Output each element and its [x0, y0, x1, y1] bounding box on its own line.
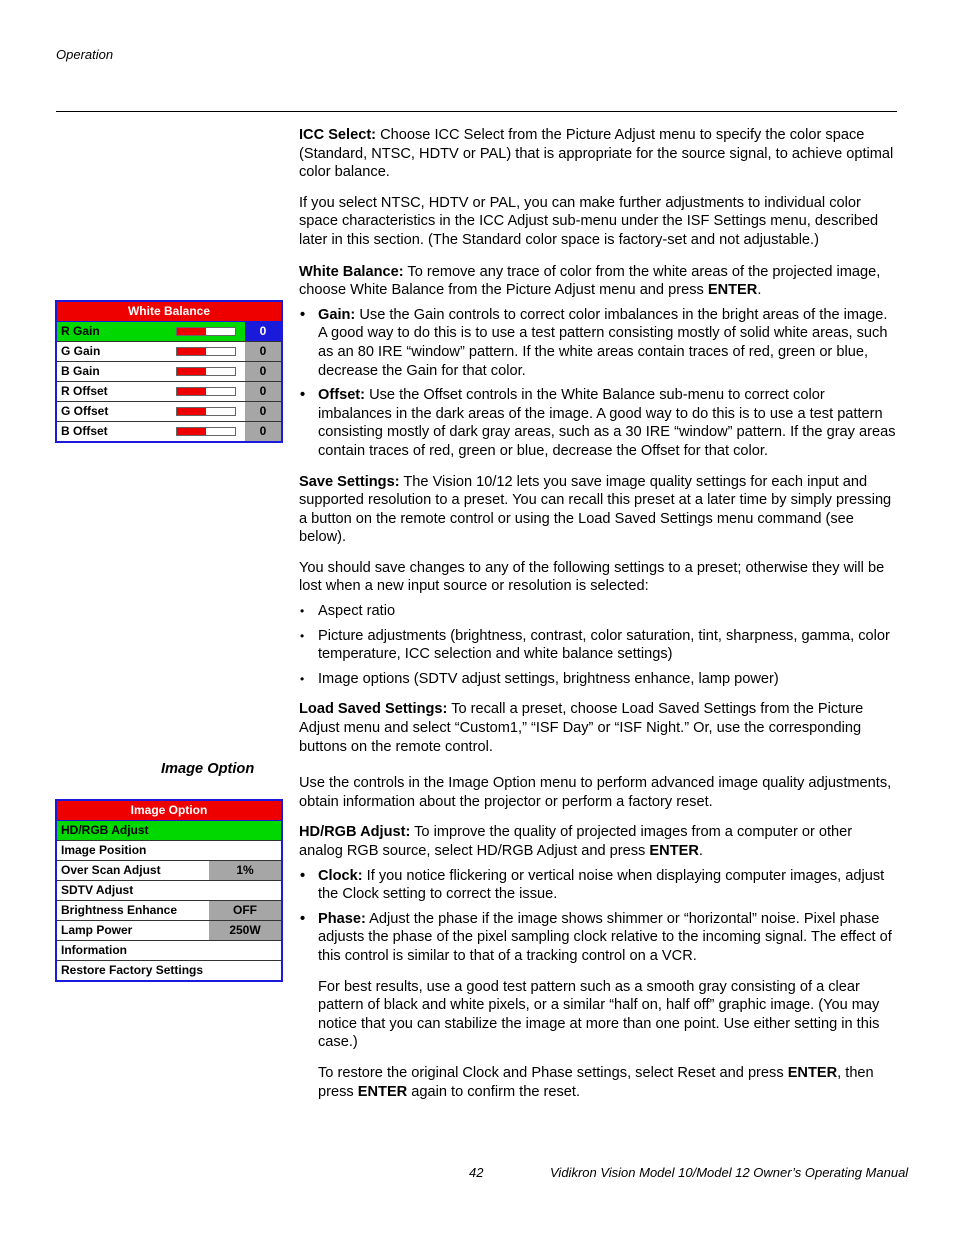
term: ICC Select:: [299, 127, 377, 143]
menu-row-g-offset[interactable]: [57, 402, 281, 422]
level-slider[interactable]: [176, 387, 236, 396]
menu-row-g-gain[interactable]: [57, 342, 281, 362]
menu-row-over-scan-adjust[interactable]: [57, 861, 281, 881]
menu-row-label: R Gain: [61, 324, 100, 338]
image-option-intro: Use the controls in the Image Option menu to perform advanced image quality adjustments, obtain information about the projector or perform a factory reset.: [299, 775, 892, 810]
list-item: • Picture adjustments (brightness, contrast, color saturation, tint, sharpness, gamma, color temperature, ICC selection and white balance settings): [299, 627, 899, 664]
menu-row-value: OFF: [209, 901, 281, 920]
restore-paragraph: To restore the original Clock and Phase settings, select Reset and press ENTER, then press ENTER again to confirm the reset.: [318, 1064, 874, 1100]
menu-row-information[interactable]: [57, 941, 281, 961]
menu-title: Image Option: [57, 801, 281, 821]
menu-row-restore-factory-settings[interactable]: [57, 961, 281, 980]
menu-row-label: G Offset: [61, 404, 109, 418]
menu-row-label: Over Scan Adjust: [61, 863, 161, 877]
page-number: 42: [469, 1165, 484, 1180]
term: Save Settings:: [299, 473, 400, 490]
menu-row-image-position[interactable]: [57, 841, 281, 861]
menu-row-label: Image Position: [61, 843, 147, 857]
menu-row-label: Restore Factory Settings: [61, 963, 204, 977]
slider-fill: [177, 408, 206, 415]
save-settings-list: [299, 602, 899, 688]
slider-fill: [177, 368, 206, 375]
load-saved-paragraph: Load Saved Settings: To recall a preset, choose Load Saved Settings from the Picture Adjust menu and select “Custom1,” “ISF Day” or “ISF Night.” Or, use the corresponding buttons on the remote control.: [299, 701, 864, 755]
term: White Balance:: [299, 263, 404, 280]
icc-select-paragraph: ICC Select: Choose ICC Select from the Picture Adjust menu to specify the color space (Standard, NTSC, HDTV or PAL) that is appropriate for the source signal, to achieve optimal color balance.: [299, 127, 894, 181]
white-balance-list: [299, 306, 899, 461]
menu-row-value: 0: [245, 342, 281, 361]
level-slider[interactable]: [176, 427, 236, 436]
list-item: • Image options (SDTV adjust settings, brightness enhance, lamp power): [299, 670, 899, 689]
menu-row-label: R Offset: [61, 384, 108, 398]
menu-row-label: Information: [61, 943, 127, 957]
menu-row-label: SDTV Adjust: [61, 883, 134, 897]
body-text: [299, 126, 899, 1113]
menu-row-value: 0: [245, 402, 281, 421]
menu-row-brightness-enhance[interactable]: [57, 901, 281, 921]
menu-row-label: G Gain: [61, 344, 101, 358]
slider-fill: [177, 348, 206, 355]
level-slider[interactable]: [176, 327, 236, 336]
list-item: • Offset: Use the Offset controls in the White Balance sub-menu to correct color imbalances in the dark areas of the image. A good way to do this is to use a test pattern consisting mostly of dark gray areas, such as a 30 IRE “window” pattern. If the gray areas contain traces of red, green or blue, decrease the Offset for that color.: [299, 386, 899, 460]
slider-fill: [177, 428, 206, 435]
term: Load Saved Settings:: [299, 701, 448, 718]
save-settings-paragraph-2: You should save changes to any of the following settings to a preset; otherwise they will be lost when a new input source or resolution is selected:: [299, 559, 885, 595]
menu-row-value: 0: [245, 382, 281, 401]
menu-row-b-offset[interactable]: [57, 422, 281, 441]
menu-row-value: 0: [245, 322, 281, 341]
menu-row-label: B Gain: [61, 364, 100, 378]
level-slider[interactable]: [176, 347, 236, 356]
footer-title: Vidikron Vision Model 10/Model 12 Owner’s Operating Manual: [550, 1165, 909, 1180]
best-results-paragraph: For best results, use a good test pattern such as a smooth gray consisting of a clear pattern of black and white pixels, or a similar “half on, half off” graphic image. (You may notice that you can stabilize the image at more than one point. Use either setting in this case.): [318, 978, 880, 1051]
icc-select-paragraph-2: If you select NTSC, HDTV or PAL, you can make further adjustments to individual color space characteristics in the ICC Adjust sub-menu under the ISF Settings menu, described later in this section. (The Standard color space is factory-set and not adjustable.): [299, 194, 879, 248]
level-slider[interactable]: [176, 367, 236, 376]
menu-row-r-offset[interactable]: [57, 382, 281, 402]
list-item: • Phase: Adjust the phase if the image shows shimmer or “horizontal” noise. Pixel phase adjusts the phase of the pixel sampling clock relative to the incoming signal. The effect of this control is similar to that of a tracking control on a VCR.: [299, 910, 899, 966]
level-slider[interactable]: [176, 407, 236, 416]
running-header: Operation: [56, 47, 114, 62]
menu-title: White Balance: [57, 302, 281, 322]
save-settings-paragraph: Save Settings: The Vision 10/12 lets you save image quality settings for each input and supported resolution to a preset. You can recall this preset at a later time by simply pressing a button on the remote control or using the Load Saved Settings menu command (see below).: [299, 473, 892, 546]
hd-rgb-paragraph: HD/RGB Adjust: To improve the quality of projected images from a computer or other analog RGB source, select HD/RGB Adjust and press ENTER.: [299, 824, 853, 859]
menu-row-sdtv-adjust[interactable]: [57, 881, 281, 901]
slider-fill: [177, 328, 206, 335]
term: HD/RGB Adjust:: [299, 824, 411, 841]
menu-row-hd-rgb-adjust[interactable]: [57, 821, 281, 841]
menu-row-lamp-power[interactable]: [57, 921, 281, 941]
menu-row-value: 0: [245, 422, 281, 441]
menu-row-b-gain[interactable]: [57, 362, 281, 382]
white-balance-menu: [55, 300, 283, 443]
list-item: • Aspect ratio: [299, 602, 899, 621]
image-option-heading: Image Option: [161, 761, 255, 777]
menu-row-r-gain[interactable]: [57, 322, 281, 342]
header-rule: [56, 111, 897, 112]
menu-row-value: 250W: [209, 921, 281, 940]
white-balance-paragraph: White Balance: To remove any trace of color from the white areas of the projected image, choose White Balance from the Picture Adjust menu and press ENTER.: [299, 263, 881, 299]
menu-row-label: HD/RGB Adjust: [61, 823, 149, 837]
list-item: • Clock: If you notice flickering or vertical noise when displaying computer images, adjust the Clock setting to correct the issue.: [299, 867, 899, 904]
slider-fill: [177, 388, 206, 395]
menu-row-value: 1%: [209, 861, 281, 880]
hd-rgb-list: [299, 867, 899, 966]
menu-row-value: 0: [245, 362, 281, 381]
image-option-menu: [55, 799, 283, 982]
list-item: • Gain: Use the Gain controls to correct color imbalances in the bright areas of the image. A good way to do this is to use a test pattern consisting mostly of solid white areas, such as an 80 IRE “window” pattern. If the white areas contain traces of red, green or blue, decrease the Gain for that color.: [299, 306, 899, 380]
menu-row-label: Brightness Enhance: [61, 903, 178, 917]
menu-row-label: Lamp Power: [61, 923, 133, 937]
menu-row-label: B Offset: [61, 424, 108, 438]
